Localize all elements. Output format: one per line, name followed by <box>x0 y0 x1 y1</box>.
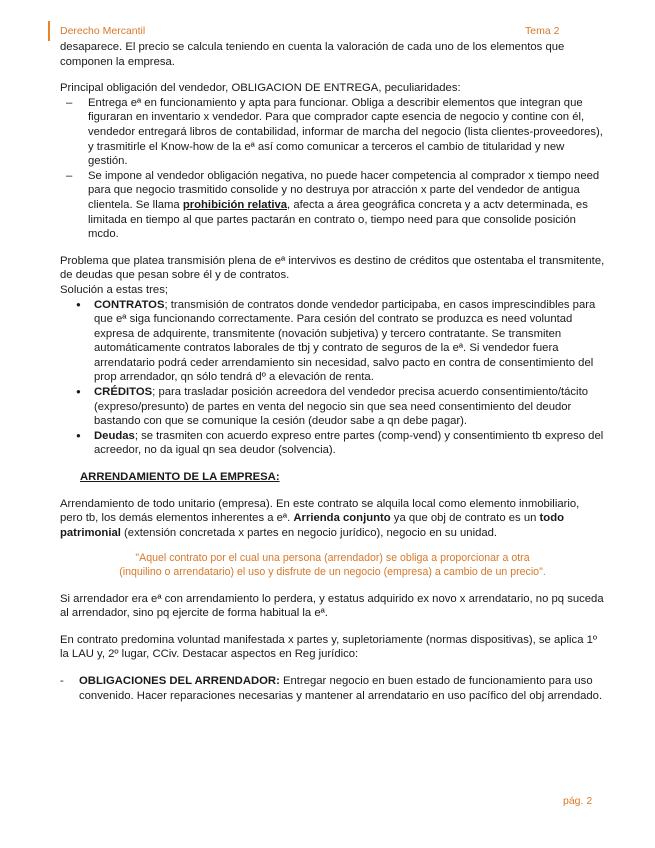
obligations-list <box>60 674 605 703</box>
bullet-title: Deudas <box>94 429 135 442</box>
header-topic: Tema 2 <box>525 25 560 37</box>
list-item-text: ; transmisión de contratos donde vendedor participaba, en casos imprescindibles para que eª siga funcionando correctamente. Para cesión del contrato se produzca es need voluntad expresa de adquirente, transmitente (novación subjetiva) y tercero contratante. Se transmiten automáticamente contratos laborales de tbj y contrato de seguros de la eª. Si vendedor fuera arrendatario podrá ceder arrendamiento sin necesidad, salvo pacto en contra de consentimiento del prop arrendador, qn sólo tendrá dº a elevación de renta. <box>94 298 596 384</box>
list-item <box>60 429 605 458</box>
emphasis-term: prohibición relativa <box>182 198 288 211</box>
text-run: (extensión concretada x partes en negocio jurídico), negocio en su unidad. <box>120 526 498 539</box>
definition-quote: "Aquel contrato por el cual una persona (arrendador) se obliga a proporcionar a otra (inquilino o arrendatario) el uso y disfrute de un negocio (empresa) a cambio de un precio". <box>119 552 546 578</box>
bullet-title: OBLIGACIONES DEL ARRENDADOR: <box>79 674 280 687</box>
paragraph: Solución a estas tres; <box>60 283 169 296</box>
page-number: pág. 2 <box>563 795 593 807</box>
section-heading: ARRENDAMIENTO DE LA EMPRESA: <box>80 471 280 484</box>
paragraph: Si arrendador era eª con arrendamiento lo perdera, y estatus adquirido ex novo x arrendatario, no pq suceda al arrendador, sino pq ejercite de forma habitual la eª. <box>60 592 604 620</box>
list-item <box>60 385 605 429</box>
paragraph: Principal obligación del vendedor, OBLIGACION DE ENTREGA, peculiaridades: <box>60 82 461 95</box>
paragraph: desaparece. El precio se calcula teniendo en cuenta la valoración de cada uno de los elementos que componen la empresa. <box>60 41 565 68</box>
list-item-text: ; se trasmiten con acuerdo expreso entre partes (comp-vend) y consentimiento tb expreso del acreedor, no da igual qn sea deudor (solvencia). <box>94 429 604 457</box>
bold-term: todo patrimonial <box>60 512 564 539</box>
list-item <box>60 674 605 703</box>
list-item-text: ; para trasladar posición acreedora del vendedor precisa acuerdo consentimiento/tácito (expreso/presunto) de partes en venta del negocio sin que sea need consentimiento del deudor bastando con que se comunique la cesión (deudor sabe a qn debe pagar). <box>94 386 588 428</box>
bullet-title: CRÉDITOS <box>94 386 153 399</box>
list-item-text: , afecta a área geográfica concreta y a actv determinada, es limitada en tiempo al que partes pactarán en contrato o, tiempo need para que consolide posición mcdo. <box>88 198 588 241</box>
bold-term: Arrienda conjunto <box>293 512 391 525</box>
dash-list <box>60 96 605 242</box>
paragraph: Problema que platea transmisión plena de eª intervivos es destino de créditos que ostentaba el transmitente, de deudas que pesan sobre él y de contratos. <box>60 254 605 282</box>
list-item <box>60 169 605 242</box>
text-run: Arrendamiento de todo unitario (empresa). En este contrato se alquila local como elemento inmobiliario, pero tb, los demás elementos inherentes a eª. <box>60 497 580 525</box>
document-body <box>60 40 605 703</box>
list-item-text: Se impone al vendedor obligación negativa, no puede hacer competencia al comprador x tiempo need para que negocio trasmitido consolide y no destruya por atracción x parte del vendedor de antigua clientela. Se llama <box>88 169 600 211</box>
text-run: ya que obj de contrato es un <box>390 512 540 525</box>
paragraph: En contrato predomina voluntad manifestada x partes y, supletoriamente (normas dispositivas), se aplica 1º la LAU y, 2º lugar, CCiv. Destacar aspectos en Reg jurídico: <box>60 633 598 661</box>
list-item <box>60 298 605 386</box>
bullet-list <box>60 298 605 459</box>
list-item <box>60 96 605 169</box>
bullet-title: CONTRATOS <box>94 298 165 311</box>
list-item-text: Entregar negocio en buen estado de funcionamiento para uso convenido. Hacer reparaciones necesarias y mantener al arrendatario en uso pacífico del obj arrendado. <box>79 674 603 702</box>
header-accent-bar <box>48 21 50 41</box>
paragraph <box>60 497 605 541</box>
header-subject: Derecho Mercantil <box>60 25 146 37</box>
list-item-text: Entrega eª en funcionamiento y apta para funcionar. Obliga a describir elementos que integran que figuraran en inventario x vendedor. Para que comprador capte esencia de negocio y contine con él, vendedor entregará libros de contabilidad, informar de marcha del negocio (lista clientes-proveedores), y trasmitirle el Know-how de la eª así como comunicar a terceros el cambio de titularidad y new gestión. <box>88 96 603 168</box>
